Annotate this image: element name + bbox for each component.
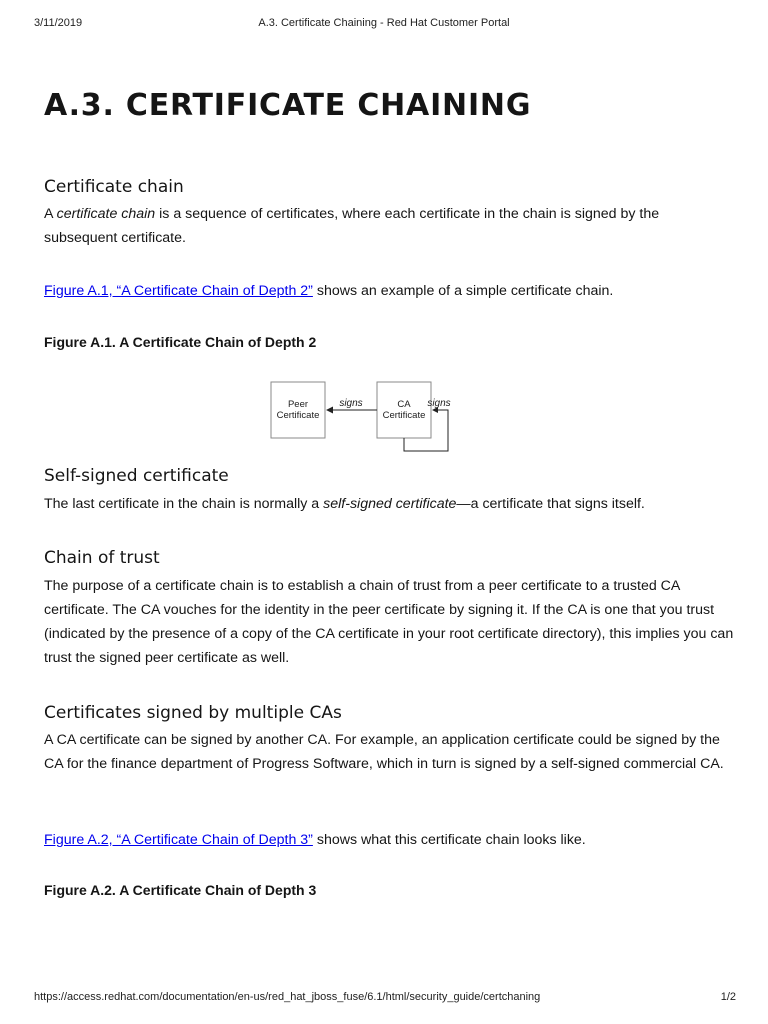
link-figure-a2[interactable]: Figure A.2, “A Certificate Chain of Depth 3” bbox=[44, 832, 313, 848]
paragraph-figure-a1-ref bbox=[44, 279, 734, 303]
print-title: A.3. Certificate Chaining - Red Hat Customer Portal bbox=[258, 17, 510, 29]
term-certificate-chain: certificate chain bbox=[56, 206, 156, 222]
figure-a2-title: Figure A.2. A Certificate Chain of Depth 3 bbox=[44, 882, 317, 898]
peer-certificate-label-2: Certificate bbox=[276, 410, 320, 421]
print-url: https://access.redhat.com/documentation/en-us/red_hat_jboss_fuse/6.1/html/security_guide/certchaning bbox=[34, 991, 541, 1003]
text-fragment: A bbox=[44, 206, 57, 222]
print-page-number: 1/2 bbox=[720, 991, 736, 1003]
figure-a1-title: Figure A.1. A Certificate Chain of Depth 2 bbox=[44, 334, 317, 350]
heading-chain-of-trust: Chain of trust bbox=[44, 548, 160, 568]
text-fragment: —a certificate that signs itself. bbox=[456, 496, 645, 512]
page-title: A.3. CERTIFICATE CHAINING bbox=[44, 88, 532, 123]
text-fragment: shows what this certificate chain looks like. bbox=[312, 832, 586, 848]
paragraph-figure-a2-ref bbox=[44, 828, 734, 852]
signs-label-2: signs bbox=[427, 398, 451, 409]
print-date: 3/11/2019 bbox=[34, 17, 83, 29]
term-self-signed-certificate: self-signed certificate bbox=[323, 496, 457, 512]
paragraph-self-signed bbox=[44, 492, 734, 516]
paragraph-certificate-chain bbox=[44, 202, 734, 250]
heading-multiple-cas: Certificates signed by multiple CAs bbox=[44, 703, 342, 723]
figure-a1-diagram bbox=[226, 379, 452, 455]
text-fragment: The last certificate in the chain is normally a bbox=[44, 496, 324, 512]
heading-self-signed: Self-signed certificate bbox=[44, 466, 229, 486]
ca-certificate-label-1: CA bbox=[397, 399, 411, 410]
heading-certificate-chain: Certificate chain bbox=[44, 177, 184, 197]
text-fragment: shows an example of a simple certificate chain. bbox=[312, 283, 614, 299]
paragraph-multiple-cas: A CA certificate can be signed by another CA. For example, an application certificate could be signed by the CA for the finance department of Progress Software, which in turn is signed by a self-signed commercial CA. bbox=[44, 732, 724, 772]
peer-certificate-label-1: Peer bbox=[287, 399, 309, 410]
ca-certificate-label-2: Certificate bbox=[382, 410, 426, 421]
link-figure-a1[interactable]: Figure A.1, “A Certificate Chain of Depth 2” bbox=[44, 283, 313, 299]
signs-label-1: signs bbox=[339, 398, 363, 409]
paragraph-chain-of-trust: The purpose of a certificate chain is to establish a chain of trust from a peer certificate to a trusted CA certificate. The CA vouches for the identity in the peer certificate by signing it. If the CA is one that you trust (indicated by the presence of a copy of the CA certificate in your root certificate directory), this implies you can trust the signed peer certificate as well. bbox=[44, 578, 734, 666]
text-fragment: is a sequence of certificates, where each certificate in the chain is signed by the subsequent certificate. bbox=[44, 206, 660, 246]
